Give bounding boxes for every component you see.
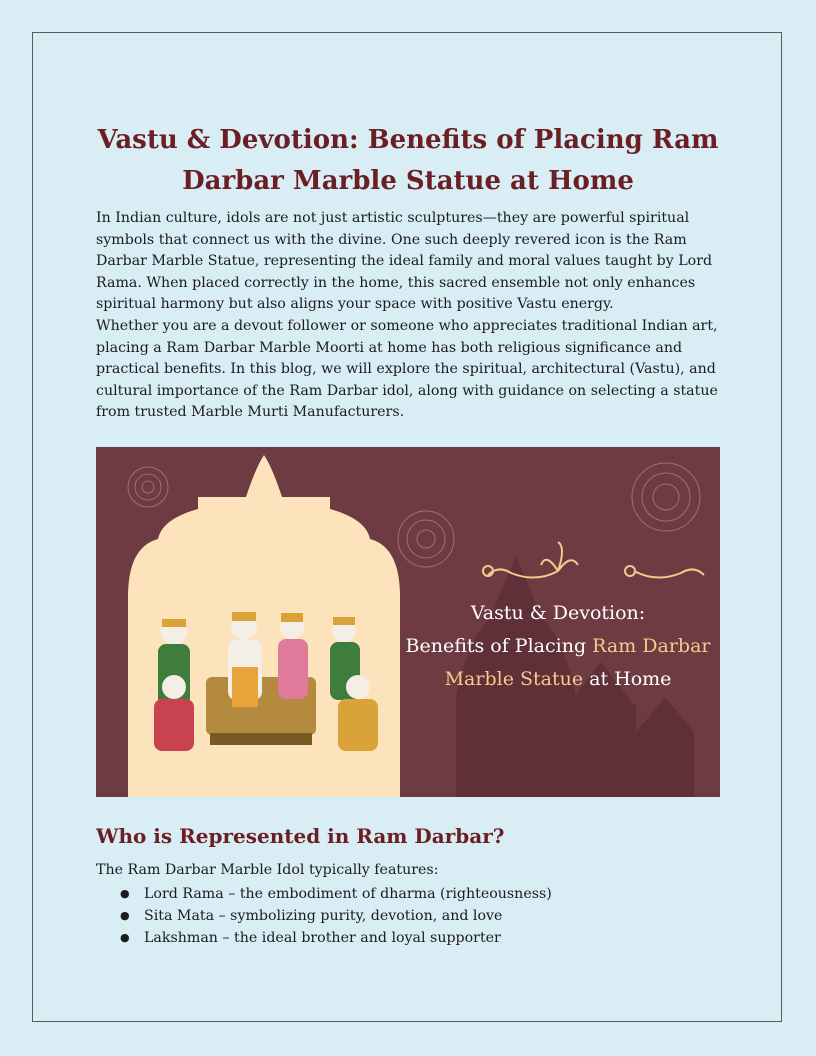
- list-item: [96, 927, 720, 949]
- intro-paragraph: Whether you are a devout follower or someone who appreciates traditional Indian art, placing a Ram Darbar Marble Moorti at home has both religious significance and practical benefits. In this blog, we will explore the spiritual, architectural (Vastu), and cultural importance of the Ram Darbar idol, along with guidance on selecting a statue from trusted Marble Murti Manufacturers.: [96, 317, 718, 421]
- bullet-icon: ●: [120, 909, 130, 922]
- bullet-icon: ●: [120, 887, 130, 900]
- list-item: [96, 905, 720, 927]
- page-title: Vastu & Devotion: Benefits of Placing Ram Darbar Marble Statue at Home: [97, 125, 719, 196]
- section-lead: The Ram Darbar Marble Idol typically features:: [96, 862, 439, 878]
- banner-line-3-text: at Home: [583, 668, 672, 690]
- bullet-icon: ●: [120, 931, 130, 944]
- banner-headline: [396, 597, 720, 696]
- list-item-text: Lakshman – the ideal brother and loyal supporter: [144, 930, 501, 946]
- banner-highlight-ram-darbar: Ram Darbar: [592, 635, 711, 657]
- banner-line-3: [396, 663, 720, 696]
- banner-highlight-marble-statue: Marble Statue: [444, 668, 584, 690]
- banner-line-2-text: Benefits of Placing: [405, 635, 593, 657]
- list-item-text: Lord Rama – the embodiment of dharma (righteousness): [144, 886, 552, 902]
- banner-line-1: Vastu & Devotion:: [470, 602, 646, 624]
- section-heading: Who is Represented in Ram Darbar?: [96, 824, 505, 848]
- list-item: [96, 883, 720, 905]
- hero-banner: [96, 447, 720, 797]
- banner-line-2: [396, 630, 720, 663]
- intro-text: [96, 208, 720, 424]
- list-item-text: Sita Mata – symbolizing purity, devotion, and love: [144, 908, 503, 924]
- bullet-list: [96, 883, 720, 949]
- intro-paragraph: In Indian culture, idols are not just artistic sculptures—they are powerful spiritual symbols that connect us with the divine. One such deeply revered icon is the Ram Darbar Marble Statue, representing the ideal family and moral values taught by Lord Rama. When placed correctly in the home, this sacred ensemble not only enhances spiritual harmony but also aligns your space with positive Vastu energy.: [96, 210, 713, 313]
